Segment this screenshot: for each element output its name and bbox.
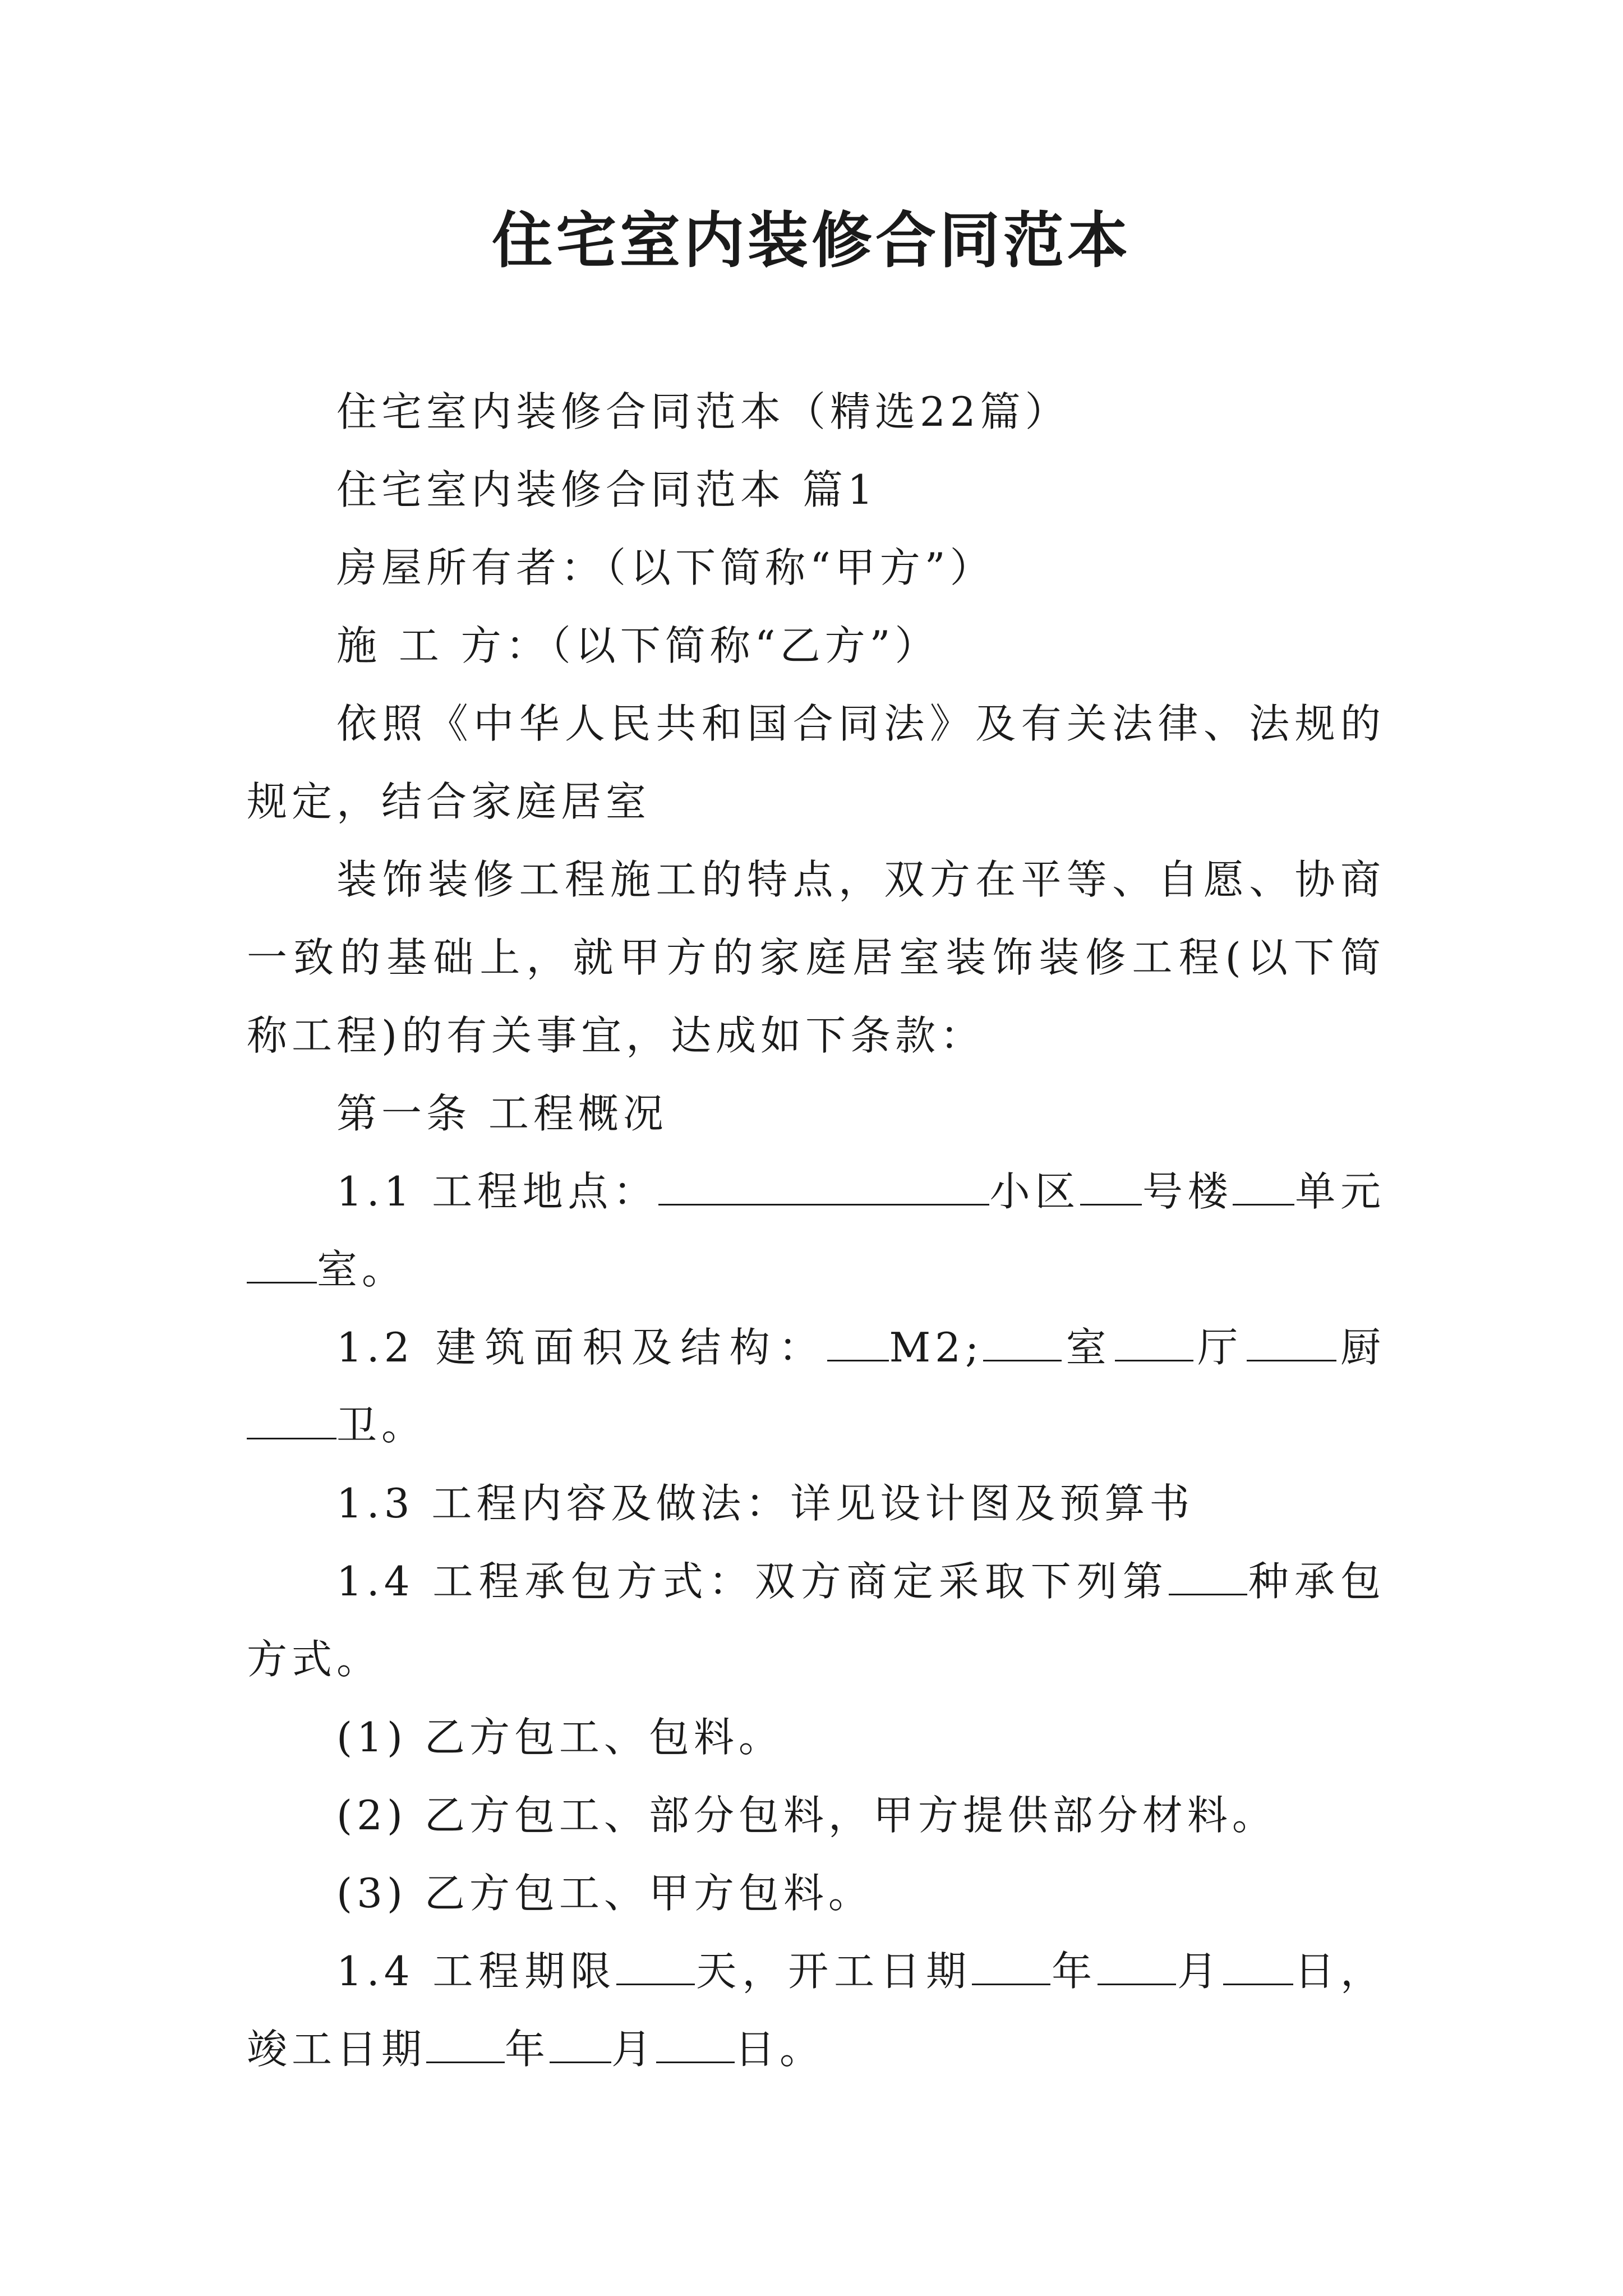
- subtitle-paragraph: 住宅室内装修合同范本（精选22篇）: [336, 388, 1070, 435]
- document-title: 住宅室内装修合同范本: [491, 206, 1131, 276]
- clause-text: 天，开工日期: [695, 1948, 972, 1995]
- clause-text: 种承包方式。: [247, 1558, 1385, 1683]
- section-one-heading: 第一条 工程概况: [336, 1090, 668, 1137]
- document-body: [247, 373, 1385, 2088]
- clause-text: 日，竣工日期: [247, 1948, 1385, 2073]
- article-heading: 住宅室内装修合同范本 篇1: [336, 466, 878, 513]
- clause-1-2-prefix: 1.2 建筑面积及结构：: [336, 1324, 828, 1371]
- clause-1-4-prefix: 1.4 工程承包方式：双方商定采取下列第: [336, 1558, 1169, 1605]
- room-blank[interactable]: [247, 1241, 317, 1283]
- clause-text: 月: [611, 2026, 657, 2073]
- hall-blank[interactable]: [1115, 1319, 1193, 1361]
- clause-text: 小区: [989, 1168, 1081, 1215]
- unit-blank[interactable]: [1233, 1163, 1294, 1205]
- end-month-blank[interactable]: [550, 2021, 611, 2063]
- clause-text: 年: [505, 2026, 550, 2073]
- clause-1-2: [247, 1309, 1385, 1465]
- clause-text: 厅: [1193, 1324, 1247, 1371]
- agreement-paragraph: 装饰装修工程施工的特点，双方在平等、自愿、协商一致的基础上，就甲方的家庭居室装饰装修工程(以下简称工程)的有关事宜，达成如下条款：: [247, 856, 1385, 1059]
- legal-basis-paragraph: 依照《中华人民共和国合同法》及有关法律、法规的规定，结合家庭居室: [247, 700, 1385, 825]
- building-blank[interactable]: [1080, 1163, 1142, 1205]
- start-day-blank[interactable]: [1223, 1943, 1293, 1985]
- end-day-blank[interactable]: [656, 2021, 735, 2063]
- clause-text: 厨: [1336, 1324, 1385, 1371]
- clause-1-3: 1.3 工程内容及做法：详见设计图及预算书: [336, 1480, 1195, 1527]
- method-blank[interactable]: [1169, 1553, 1247, 1595]
- option-1: (1) 乙方包工、包料。: [336, 1714, 783, 1761]
- clause-text: 室: [1062, 1324, 1115, 1371]
- clause-text: 号楼: [1142, 1168, 1233, 1215]
- start-year-blank[interactable]: [972, 1943, 1050, 1985]
- clause-1-4-period: [247, 1932, 1385, 2088]
- clause-text: 单元: [1294, 1168, 1385, 1215]
- days-blank[interactable]: [616, 1943, 695, 1985]
- area-blank[interactable]: [827, 1319, 889, 1361]
- clause-1-1: [247, 1153, 1385, 1309]
- clause-text: M2;: [889, 1324, 984, 1371]
- kitchen-blank[interactable]: [1247, 1319, 1336, 1361]
- end-year-blank[interactable]: [426, 2021, 505, 2063]
- clause-text: 室。: [317, 1246, 407, 1293]
- bedroom-blank[interactable]: [983, 1319, 1062, 1361]
- address-blank[interactable]: [658, 1163, 989, 1205]
- option-3: (3) 乙方包工、甲方包料。: [336, 1870, 873, 1917]
- clause-1-1-prefix: 1.1 工程地点：: [336, 1168, 658, 1215]
- party-b-line: 施 工 方：（以下简称“乙方”）: [336, 622, 940, 669]
- bathroom-blank[interactable]: [247, 1397, 336, 1439]
- clause-text: 卫。: [336, 1402, 427, 1449]
- period-prefix: 1.4 工程期限: [336, 1948, 617, 1995]
- option-2: (2) 乙方包工、部分包料，甲方提供部分材料。: [336, 1792, 1277, 1839]
- start-month-blank[interactable]: [1098, 1943, 1176, 1985]
- clause-text: 年: [1050, 1948, 1098, 1995]
- clause-text: 月: [1176, 1948, 1223, 1995]
- party-a-line: 房屋所有者：（以下简称“甲方”）: [336, 544, 995, 591]
- clause-1-4: [247, 1543, 1385, 1699]
- clause-text: 日。: [735, 2026, 825, 2073]
